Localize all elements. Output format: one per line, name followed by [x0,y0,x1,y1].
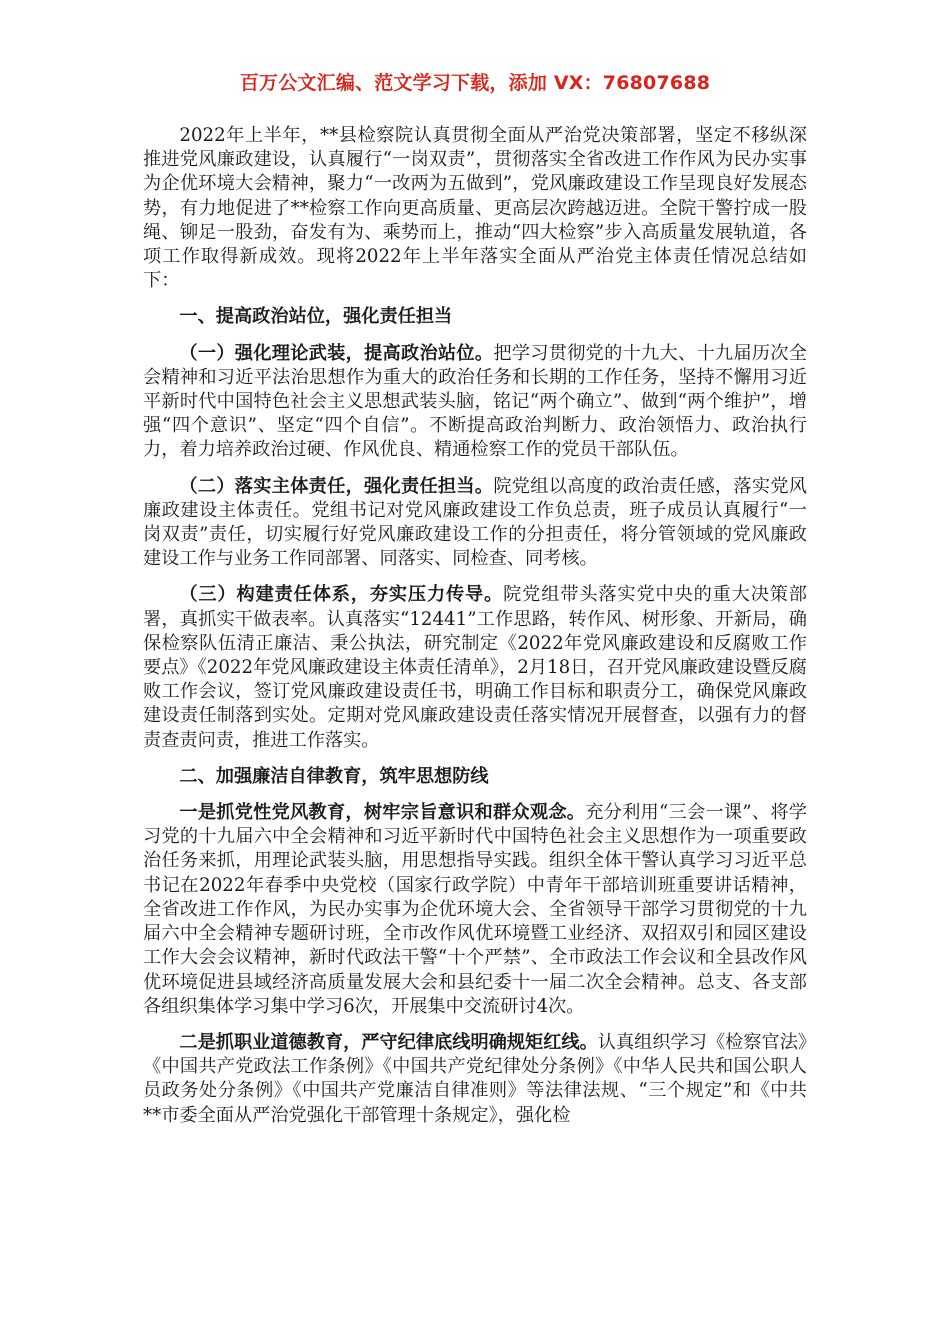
item-body: 院党组以高度的政治责任感，落实党风廉政建设主体责任。党组书记对党风廉政建设工作负总责，班子成员认真履行“一岗双责”责任，切实履行好党风廉政建设工作的分担责任，将分管领域的党风廉政建设工作与业务工作同部署、同落实、同检查、同考核。 [143,475,807,570]
section-2-item-1 [143,801,807,1019]
item-title: （一）强化理论武装，提高政治站位。 [179,342,494,364]
section-1-item-3 [143,583,807,752]
header-banner: 百万公文汇编、范文学习下载，添加 VX：76807688 [239,72,711,94]
item-title: （三）构建责任体系，夯实压力传导。 [179,584,504,606]
item-body: 院党组带头落实党中央的重大决策部署，真抓实干做表率。认真落实“12441”工作思路，转作风、树形象、开新局，确保检察队伍清正廉洁、秉公执法，研究制定《2022年党风廉政建设和反腐败工作要点》《2022年党风廉政建设主体责任清单》，2月18日，召开党风廉政建设暨反腐败工作会议，签订党风廉政建设责任书，明确工作目标和职责分工，确保党风廉政建设责任制落到实处。定期对党风廉政建设责任落实情况开展督查，以强有力的督责查责问责，推进工作落实。 [143,584,807,751]
section-1-item-1 [143,342,807,463]
item-title: 一是抓党性党风教育，树牢宗旨意识和群众观念。 [179,802,586,824]
section-2-heading: 二、加强廉洁自律教育，筑牢思想防线 [179,765,489,787]
item-title: 二是抓职业道德教育，严守纪律底线明确规矩红线。 [179,1031,598,1053]
document-body [143,124,807,1140]
section-1-item-2 [143,475,807,572]
item-body: 充分利用“三会一课”、将学习党的十九届六中全会精神和习近平新时代中国特色社会主义思想作为一项重要政治任务来抓，用理论武装头脑，用思想指导实践。组织全体干警认真学习习近平总书记在2022年春季中央党校（国家行政学院）中青年干部培训班重要讲话精神，全省改进工作作风，为民办实事为企优环境大会、全省领导干部学习贯彻党的十九届六中全会精神专题研讨班，全市改作风优环境暨工业经济、双招双引和园区建设工作大会会议精神，新时代政法干警“十个严禁”、全市政法工作会议和全县改作风优环境促进县域经济高质量发展大会和县纪委十一届二次全会精神。总支、各支部各组织集体学习集中学习6次，开展集中交流研讨4次。 [143,802,807,1017]
item-body: 认真组织学习《检察官法》《中国共产党政法工作条例》《中国共产党纪律处分条例》《中华人民共和国公职人员政务处分条例》《中国共产党廉洁自律准则》等法律法规、“三个规定”和《中共**市委全面从严治党强化干部管理十条规定》，强化检 [143,1031,807,1126]
section-1-heading: 一、提高政治站位，强化责任担当 [179,306,453,328]
item-body: 把学习贯彻党的十九大、十九届历次全会精神和习近平法治思想作为重大的政治任务和长期的工作任务，坚持不懈用习近平新时代中国特色社会主义思想武装头脑，铭记“两个确立”、做到“两个维护”，增强“四个意识”、坚定“四个自信”。不断提高政治判断力、政治领悟力、政治执行力，着力培养政治过硬、作风优良、精通检察工作的党员干部队伍。 [143,342,807,461]
item-title: （二）落实主体责任，强化责任担当。 [179,475,494,497]
section-2-item-2 [143,1031,807,1128]
intro-paragraph: 2022年上半年，**县检察院认真贯彻全面从严治党决策部署，坚定不移纵深推进党风廉政建设，认真履行“一岗双责”，贯彻落实全省改进工作作风为民办实事为企优环境大会精神，聚力“一改两为五做到”，党风廉政建设工作呈现良好发展态势，有力地促进了**检察工作向更高质量、更高层次跨越迈进。全院干警拧成一股绳、铆足一股劲，奋发有为、乘势而上，推动“四大检察”步入高质量发展轨道，各项工作取得新成效。现将2022年上半年落实全面从严治党主体责任情况总结如下： [143,125,807,292]
